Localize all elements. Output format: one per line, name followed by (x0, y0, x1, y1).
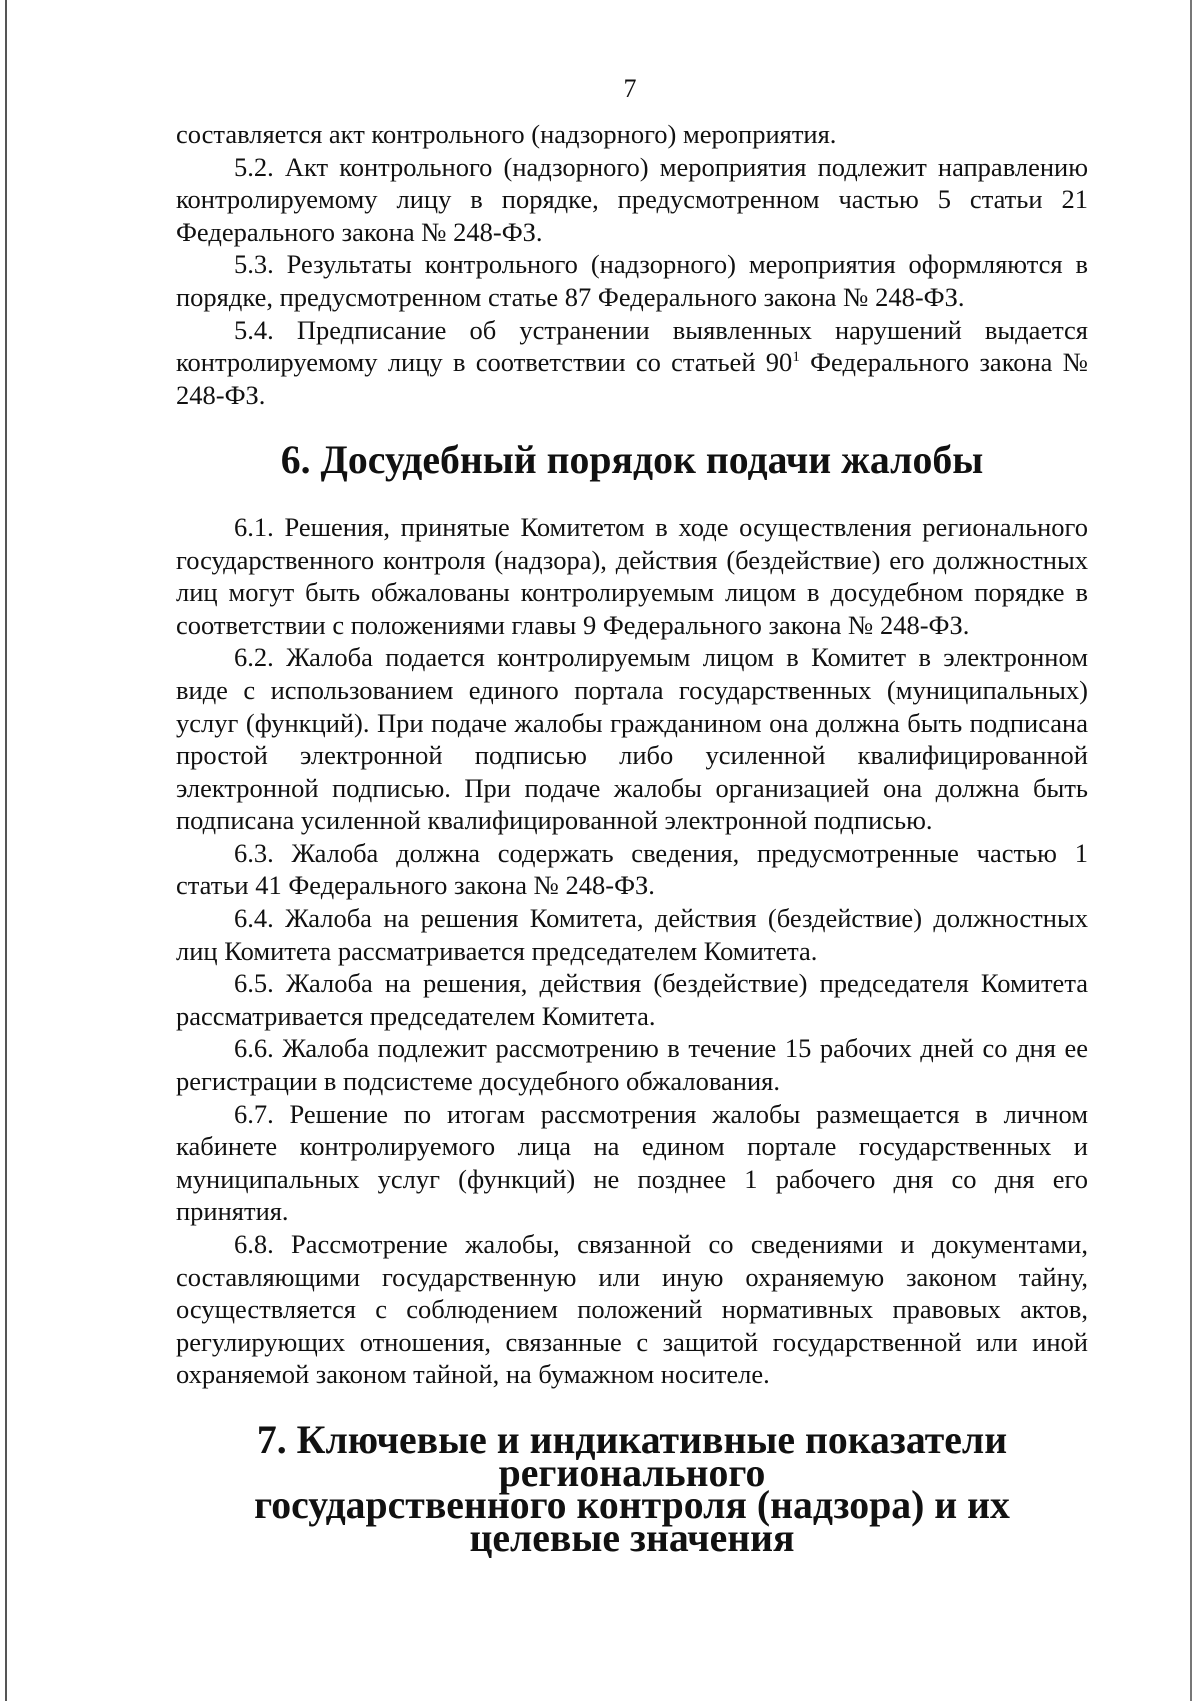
paragraph-5-4-text-end: Федерального закона № 248-ФЗ. (176, 347, 1089, 410)
paragraph-6-3: 6.3. Жалоба должна содержать сведения, предусмотренные частью 1 статьи 41 Федерального закона № 248-ФЗ. (176, 837, 1088, 901)
page-edge-right (1190, 0, 1192, 1701)
document-body (176, 118, 1089, 1560)
paragraph-5-4 (176, 314, 1088, 412)
paragraph-5-2: 5.2. Акт контрольного (надзорного) мероприятия подлежит направлению контролируемому лицу в порядке, предусмотренном частью 5 статьи 21 Федерального закона № 248-ФЗ. (176, 151, 1088, 247)
paragraph-6-6: 6.6. Жалоба подлежит рассмотрению в течение 15 рабочих дней со дня ее регистрации в подсистеме досудебного обжалования. (176, 1033, 1088, 1097)
paragraph-6-1: 6.1. Решения, принятые Комитетом в ходе осуществления регионального государственного контроля (надзора), действия (бездействие) его должностных лиц могут быть обжалованы контролируемым лицом в досудебном порядке в соответствии с положениями главы 9 Федерального закона № 248-ФЗ. (176, 511, 1088, 640)
footnote-superscript: 1 (792, 349, 800, 366)
section-6-heading: 6. Досудебный порядок подачи жалобы (280, 438, 984, 483)
page-number: 7 (623, 74, 637, 103)
page-edge-left (5, 0, 7, 1701)
paragraph-5-4-text: 5.4. Предписание об устранении выявленных нарушений выдается контролируемому лицу в соответствии со статьей 90 (176, 314, 1088, 378)
paragraph-6-5: 6.5. Жалоба на решения, действия (бездействие) председателя Комитета рассматривается председателем Комитета. (176, 968, 1088, 1031)
paragraph-5-1-continuation: составляется акт контрольного (надзорного) мероприятия. (176, 119, 837, 149)
section-7-heading-line-1: 7. Ключевые и индикативные показатели регионального (256, 1417, 1008, 1495)
paragraph-6-8: 6.8. Рассмотрение жалобы, связанной со сведениями и документами, составляющими государственную или иную охраняемую законом тайну, осуществляется с соблюдением положений нормативных правовых актов, регулирующих отношения, связанные с защитой государственной или иной охраняемой законом тайной, на бумажном носителе. (176, 1229, 1088, 1390)
section-7-heading (176, 1417, 1088, 1560)
paragraph-6-4: 6.4. Жалоба на решения Комитета, действия (бездействие) должностных лиц Комитета рассматривается председателем Комитета. (176, 903, 1088, 966)
paragraph-5-3: 5.3. Результаты контрольного (надзорного) мероприятия оформляются в порядке, предусмотренном статье 87 Федерального закона № 248-ФЗ. (176, 249, 1088, 312)
section-7-heading-line-2: государственного контроля (надзора) и их целевые значения (254, 1483, 1010, 1560)
paragraph-6-7: 6.7. Решение по итогам рассмотрения жалобы размещается в личном кабинете контролируемого лица на едином портале государственных и муниципальных услуг (функций) не позднее 1 рабочего дня со дня его принятия. (176, 1098, 1088, 1227)
paragraph-6-2: 6.2. Жалоба подается контролируемым лицом в Комитет в электронном виде с использованием единого портала государственных (муниципальных) услуг (функций). При подаче жалобы гражданином она должна быть подписана простой электронной подписью либо усиленной квалифицированной электронной подписью. При подаче жалобы организацией она должна быть подписана усиленной квалифицированной электронной подписью. (176, 642, 1088, 836)
